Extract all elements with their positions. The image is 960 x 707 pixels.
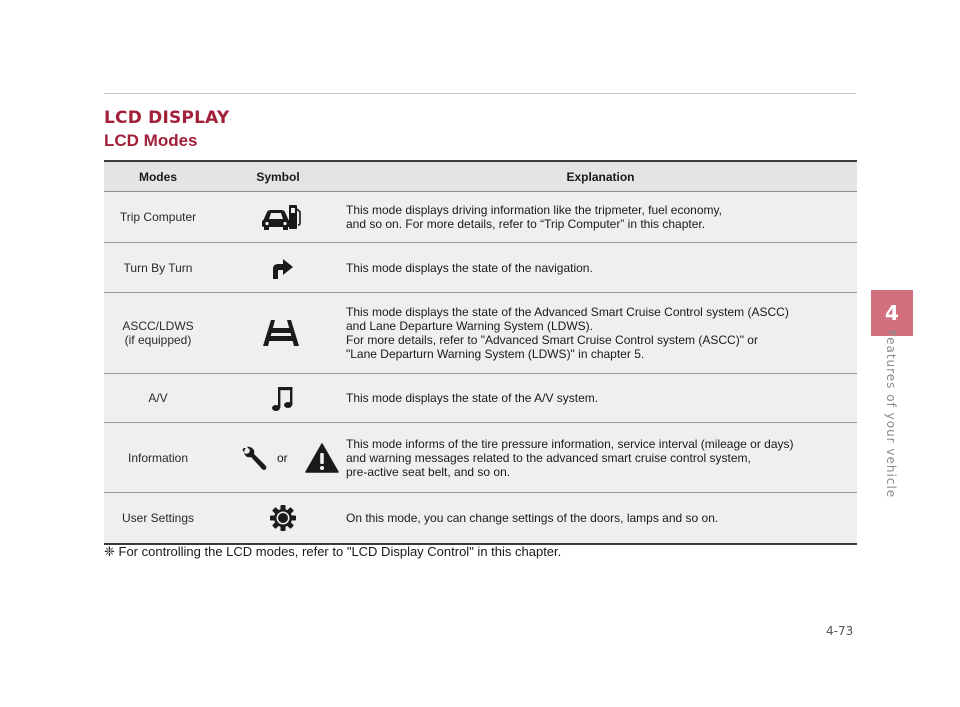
header-explanation: Explanation	[344, 161, 857, 192]
symbol-cell	[212, 293, 344, 374]
explanation-line: This mode displays the state of the A/V system.	[346, 391, 599, 405]
warning-triangle-icon	[305, 443, 339, 473]
lcd-modes-table	[104, 160, 857, 545]
mode-label: User Settings	[121, 510, 195, 525]
turn-arrow-icon	[270, 256, 294, 280]
wrench-icon	[242, 446, 268, 472]
symbol-cell	[212, 493, 344, 544]
header-modes: Modes	[104, 161, 212, 192]
mode-cell	[104, 423, 212, 493]
explanation-line: and so on. For more details, refer to “Trip Computer” in this chapter.	[346, 217, 706, 231]
symbol-cell	[212, 192, 344, 243]
sub-title: LCD Modes	[104, 131, 198, 150]
table-row	[104, 493, 857, 544]
explanation-cell	[344, 423, 857, 493]
mode-cell	[104, 293, 212, 374]
explanation-cell	[344, 374, 857, 423]
table-row	[104, 423, 857, 493]
gear-icon	[269, 504, 297, 532]
explanation-line: For more details, refer to "Advanced Smart Cruise Control system (ASCC)" or	[346, 333, 758, 347]
table-row	[104, 243, 857, 293]
mode-label-note: (if equipped)	[124, 333, 192, 347]
explanation-line: This mode displays driving information like the tripmeter, fuel economy,	[346, 203, 722, 217]
explanation-line: pre-active seat belt, and so on.	[346, 464, 511, 479]
symbol-cell	[212, 423, 344, 493]
section-title: LCD DISPLAY	[104, 108, 230, 128]
chapter-number: 4	[885, 301, 899, 325]
table-row	[104, 374, 857, 423]
car-fuel-icon	[261, 203, 301, 231]
mode-cell	[104, 374, 212, 423]
mode-label: Information	[127, 450, 189, 465]
explanation-cell	[344, 243, 857, 293]
mode-label: A/V	[148, 391, 168, 405]
explanation-line: This mode displays the state of the navigation.	[346, 260, 593, 275]
mode-cell	[104, 243, 212, 293]
music-note-icon	[272, 385, 294, 413]
mode-label: ASCC/LDWS	[122, 319, 194, 333]
explanation-cell	[344, 192, 857, 243]
mode-cell	[104, 192, 212, 243]
mode-label: Turn By Turn	[123, 260, 193, 275]
footnote: ❈ For controlling the LCD modes, refer to "LCD Display Control" in this chapter.	[104, 544, 562, 559]
header-symbol: Symbol	[212, 161, 344, 192]
explanation-line: and Lane Departure Warning System (LDWS).	[346, 319, 593, 333]
explanation-line: On this mode, you can change settings of the doors, lamps and so on.	[346, 510, 719, 525]
symbol-cell	[212, 243, 344, 293]
explanation-line: and warning messages related to the advanced smart cruise control system,	[346, 450, 751, 465]
explanation-line: This mode informs of the tire pressure information, service interval (mileage or days)	[346, 436, 794, 451]
explanation-line: "Lane Departurn Warning System (LDWS)" in chapter 5.	[346, 347, 645, 361]
explanation-cell	[344, 293, 857, 374]
table-row	[104, 293, 857, 374]
table-row	[104, 192, 857, 243]
symbol-cell	[212, 374, 344, 423]
explanation-line: This mode displays the state of the Advanced Smart Cruise Control system (ASCC)	[346, 305, 789, 319]
mode-cell	[104, 493, 212, 544]
lane-road-icon	[263, 319, 299, 347]
table-header-row	[104, 161, 857, 192]
page-number: 4-73	[826, 624, 854, 638]
chapter-label: Features of your vehicle	[884, 329, 898, 499]
mode-label: Trip Computer	[119, 210, 197, 224]
top-rule	[104, 93, 856, 94]
explanation-cell	[344, 493, 857, 544]
symbol-or-text: or	[277, 451, 288, 465]
